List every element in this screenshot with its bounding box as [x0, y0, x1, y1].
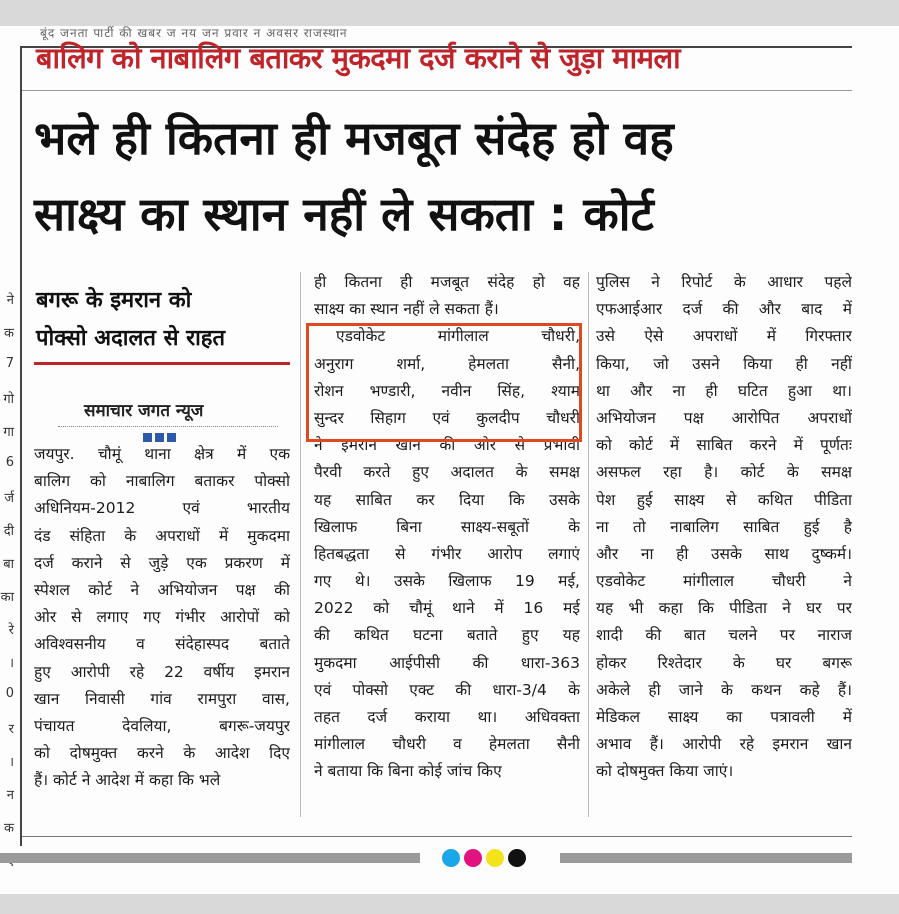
article-line: पंचायत देवलिया, बगरू-जयपुर — [34, 716, 290, 735]
article-line: ना तो नाबालिग साबित हुई है — [596, 517, 852, 536]
article-line: पुलिस ने रिपोर्ट के आधार पहले — [596, 273, 852, 291]
registration-dot — [464, 849, 482, 867]
article-line: असफल रहा है। कोर्ट के समक्ष — [596, 463, 852, 482]
byline: समाचार जगत न्यूज — [84, 401, 204, 421]
subheadline-red-rule — [34, 362, 290, 365]
margin-char: का — [0, 590, 14, 605]
left-rule — [20, 46, 22, 846]
article-line: रोशन भण्डारी, नवीन सिंह, श्याम — [314, 381, 580, 400]
article-line: पैरवी करते हुए अदालत के समक्ष — [314, 463, 580, 482]
registration-dot — [508, 849, 526, 867]
article-line: अधिनियम-2012 एवं भारतीय — [34, 499, 290, 518]
main-headline — [34, 100, 674, 252]
column-separator-2 — [588, 272, 589, 817]
margin-char: र — [8, 722, 14, 737]
article-line: मुकदमा आईपीसी की धारा-363 — [314, 653, 580, 672]
footer-bar-left — [0, 853, 420, 863]
margin-char: र्ज — [4, 491, 14, 506]
article-line: अविश्वसनीय व संदेहास्पद बताते — [34, 635, 290, 654]
article-line: हितबद्धता से गंभीर आरोप लगाएं — [314, 544, 580, 563]
article-line: शादी की बात चलने पर नाराज — [596, 626, 852, 645]
article-line: होकर रिश्तेदार के घर बगरू — [596, 653, 852, 672]
kicker-headline: बालिग को नाबालिग बताकर मुकदमा दर्ज कराने से जुड़ा मामला — [36, 41, 681, 75]
article-line: एडवोकेट मांगीलाल चौधरी ने — [596, 572, 852, 591]
article-line: साक्ष्य का स्थान नहीं ले सकता हैं। — [314, 300, 499, 319]
article-line: खिलाफ बिना साक्ष्य-सबूतों के — [314, 517, 580, 536]
margin-char: 0 — [5, 686, 14, 701]
article-line: ही कितना ही मजबूत संदेह हो वह — [314, 273, 580, 291]
margin-char: 6 — [5, 455, 14, 470]
article-line: मांगीलाल चौधरी व हेमलता सैनी — [314, 735, 580, 754]
article-line: था और ना ही घटित हुआ था। — [596, 381, 852, 400]
article-line: तहत दर्ज कराया था। अधिवक्ता — [314, 708, 580, 726]
article-line: स्पेशल कोर्ट ने अभियोजन पक्ष की — [34, 580, 290, 599]
margin-char: बा — [3, 557, 14, 572]
article-line: दर्ज कराने से जुड़े एक प्रकरण में — [34, 553, 290, 572]
subheadline-line-1: बगरू के इमरान को — [36, 288, 192, 313]
margin-char: गो — [3, 392, 14, 407]
registration-dot — [486, 849, 504, 867]
article-line: उसे ऐसे अपराधों में गिरफ्तार — [596, 327, 852, 346]
footer-bar-right — [560, 853, 852, 863]
article-line: 2022 को चौमूं थाने में 16 मई — [314, 599, 580, 618]
margin-char: क — [4, 821, 14, 836]
article-line: को दोषमुक्त किया जाएं। — [596, 762, 734, 781]
margin-char: । — [9, 656, 14, 671]
article-line: एडवोकेट मांगीलाल चौधरी, — [336, 327, 580, 346]
registration-dot — [442, 849, 460, 867]
margin-char: । — [9, 755, 14, 770]
registration-marks — [442, 849, 530, 871]
left-margin-cut-text — [0, 290, 14, 884]
margin-char: 7 — [5, 356, 14, 371]
article-line: पेश हुई साक्ष्य से कथित पीडिता — [596, 490, 852, 509]
article-line: एफआईआर दर्ज की और बाद में — [596, 300, 852, 319]
subheadline-line-2: पोक्सो अदालत से राहत — [36, 326, 226, 351]
article-column-3 — [596, 269, 852, 786]
bottom-grey-bar — [0, 894, 899, 914]
article-line: यह साबित कर दिया कि उसके — [314, 490, 580, 509]
article-line: अभाव हैं। आरोपी रहे इमरान खान — [596, 735, 852, 754]
article-line: ने बताया कि बिना कोई जांच किए — [314, 762, 502, 781]
article-line: यह भी कहा कि पीडिता ने घर पर — [596, 599, 852, 618]
article-line: की कथित घटना बताते हुए यह — [314, 626, 580, 645]
article-line: हैं। कोर्ट ने आदेश में कहा कि भले — [34, 771, 221, 790]
column-separator-1 — [300, 272, 301, 817]
headline-line-1: भले ही कितना ही मजबूत संदेह हो वह — [34, 111, 674, 165]
article-line: ने इमरान खान की ओर से प्रभावी — [314, 436, 580, 455]
article-line: किया, जो उसने किया ही नहीं — [596, 354, 852, 373]
article-line: और ना ही उसके साथ दुष्कर्म। — [596, 544, 852, 563]
article-line: को कोर्ट में साबित करने में पूर्णतः — [596, 436, 852, 455]
margin-char: न — [6, 788, 14, 803]
article-line: ओर से लगाए गए गंभीर आरोपों को — [34, 608, 290, 627]
article-line: गए थे। उसके खिलाफ 19 मई, — [314, 572, 580, 591]
article-column-1 — [34, 441, 290, 794]
article-line: जयपुर. चौमूं थाना क्षेत्र में एक — [34, 445, 290, 463]
article-line: दंड संहिता के अपराधों में मुकदमा — [34, 526, 290, 545]
article-line: को दोषमुक्त करने के आदेश दिए — [34, 744, 290, 763]
article-line: मेडिकल साक्ष्य का पत्रावली में — [596, 708, 852, 726]
article-line: बालिग को नाबालिग बताकर पोक्सो — [34, 472, 290, 491]
headline-line-2: साक्ष्य का स्थान नहीं ले सकता : कोर्ट — [34, 187, 654, 241]
advocates-highlight-box — [306, 323, 582, 442]
article-line: हुए आरोपी रहे 22 वर्षीय इमरान — [34, 662, 290, 681]
article-line: अकेले ही जाने के कथन कहे हैं। — [596, 680, 852, 699]
bottom-rule — [22, 836, 852, 837]
cut-off-header-text: बूंद जनता पार्टी की खबर ज नय जन प्रवार न अवसर राजस्थान — [40, 26, 348, 40]
article-line: अनुराग शर्मा, हेमलता सैनी, — [314, 354, 580, 373]
margin-char: ने — [6, 293, 14, 308]
article-line: अभियोजन पक्ष आरोपित अपराधों — [596, 408, 852, 427]
kicker-divider — [22, 90, 852, 91]
margin-char: दी — [3, 524, 14, 539]
article-line: खान निवासी गांव रामपुरा वास, — [34, 689, 290, 708]
article-line: एवं पोक्सो एक्ट की धारा-3/4 के — [314, 680, 580, 699]
article-line: सुन्दर सिहाग एवं कुलदीप चौधरी — [314, 408, 580, 427]
margin-char: क — [4, 326, 14, 341]
top-grey-bar — [0, 0, 899, 26]
margin-char: रे — [8, 623, 14, 638]
margin-char: गा — [3, 425, 14, 440]
